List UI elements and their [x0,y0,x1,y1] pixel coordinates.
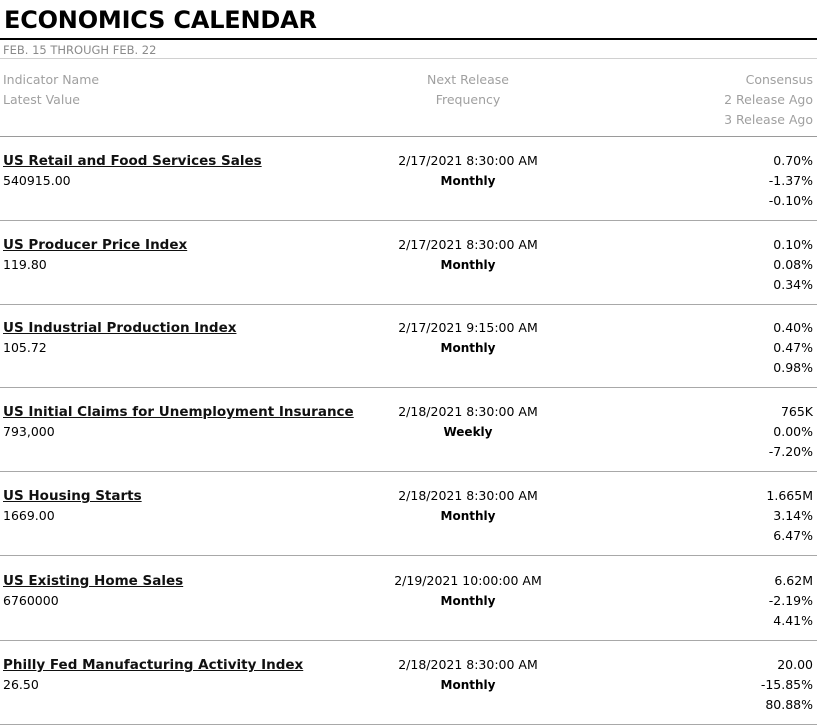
header-2-release-ago: 2 Release Ago [724,92,813,107]
calendar-row [0,641,817,725]
frequency: Monthly [440,678,496,692]
title-divider [0,38,817,40]
calendar-row [0,221,817,305]
two-release-ago-value: 0.00% [773,424,813,439]
two-release-ago-value: -2.19% [768,593,813,608]
next-release: 2/17/2021 9:15:00 AM [398,320,538,335]
next-release: 2/18/2021 8:30:00 AM [398,657,538,672]
three-release-ago-value: 4.41% [773,613,813,628]
indicator-name-link[interactable]: US Producer Price Index [3,237,188,253]
indicator-name-link[interactable]: US Industrial Production Index [3,320,237,336]
row-divider [0,555,817,556]
frequency: Monthly [440,594,496,608]
frequency: Monthly [440,174,496,188]
indicator-name-link[interactable]: Philly Fed Manufacturing Activity Index [3,657,304,673]
latest-value: 119.80 [3,257,47,272]
latest-value: 26.50 [3,677,39,692]
next-release: 2/17/2021 8:30:00 AM [398,153,538,168]
frequency: Monthly [440,341,496,355]
indicator-name-link[interactable]: US Retail and Food Services Sales [3,153,262,169]
two-release-ago-value: -15.85% [760,677,813,692]
latest-value: 6760000 [3,593,59,608]
row-divider [0,724,817,725]
frequency: Monthly [440,258,496,272]
calendar-row [0,137,817,221]
header-next-release: Next Release [427,72,509,87]
next-release: 2/17/2021 8:30:00 AM [398,237,538,252]
calendar-row [0,304,817,388]
calendar-row [0,557,817,641]
calendar-row [0,472,817,556]
header-consensus: Consensus [745,72,813,87]
consensus-value: 0.40% [773,320,813,335]
three-release-ago-value: 80.88% [765,697,813,712]
header-indicator-name: Indicator Name [3,72,100,87]
date-range-subtitle: FEB. 15 THROUGH FEB. 22 [3,43,157,57]
consensus-value: 765K [780,404,813,419]
next-release: 2/18/2021 8:30:00 AM [398,404,538,419]
consensus-value: 0.70% [773,153,813,168]
three-release-ago-value: 6.47% [773,528,813,543]
three-release-ago-value: -7.20% [768,444,813,459]
frequency: Weekly [443,425,493,439]
header-frequency: Frequency [435,92,501,107]
latest-value: 105.72 [3,340,47,355]
consensus-value: 0.10% [773,237,813,252]
two-release-ago-value: 0.47% [773,340,813,355]
three-release-ago-value: 0.34% [773,277,813,292]
next-release: 2/18/2021 8:30:00 AM [398,488,538,503]
two-release-ago-value: 0.08% [773,257,813,272]
consensus-value: 6.62M [774,573,813,588]
page-title: ECONOMICS CALENDAR [4,6,317,34]
subtitle-divider [0,58,817,59]
header-latest-value: Latest Value [3,92,80,107]
two-release-ago-value: 3.14% [773,508,813,523]
two-release-ago-value: -1.37% [768,173,813,188]
indicator-name-link[interactable]: US Housing Starts [3,488,142,504]
frequency: Monthly [440,509,496,523]
indicator-name-link[interactable]: US Existing Home Sales [3,573,184,589]
next-release: 2/19/2021 10:00:00 AM [394,573,542,588]
calendar-row [0,388,817,472]
latest-value: 540915.00 [3,173,71,188]
header-3-release-ago: 3 Release Ago [724,112,813,127]
consensus-value: 20.00 [777,657,813,672]
three-release-ago-value: 0.98% [773,360,813,375]
latest-value: 1669.00 [3,508,55,523]
consensus-value: 1.665M [766,488,813,503]
three-release-ago-value: -0.10% [768,193,813,208]
latest-value: 793,000 [3,424,55,439]
indicator-name-link[interactable]: US Initial Claims for Unemployment Insurance [3,404,354,420]
